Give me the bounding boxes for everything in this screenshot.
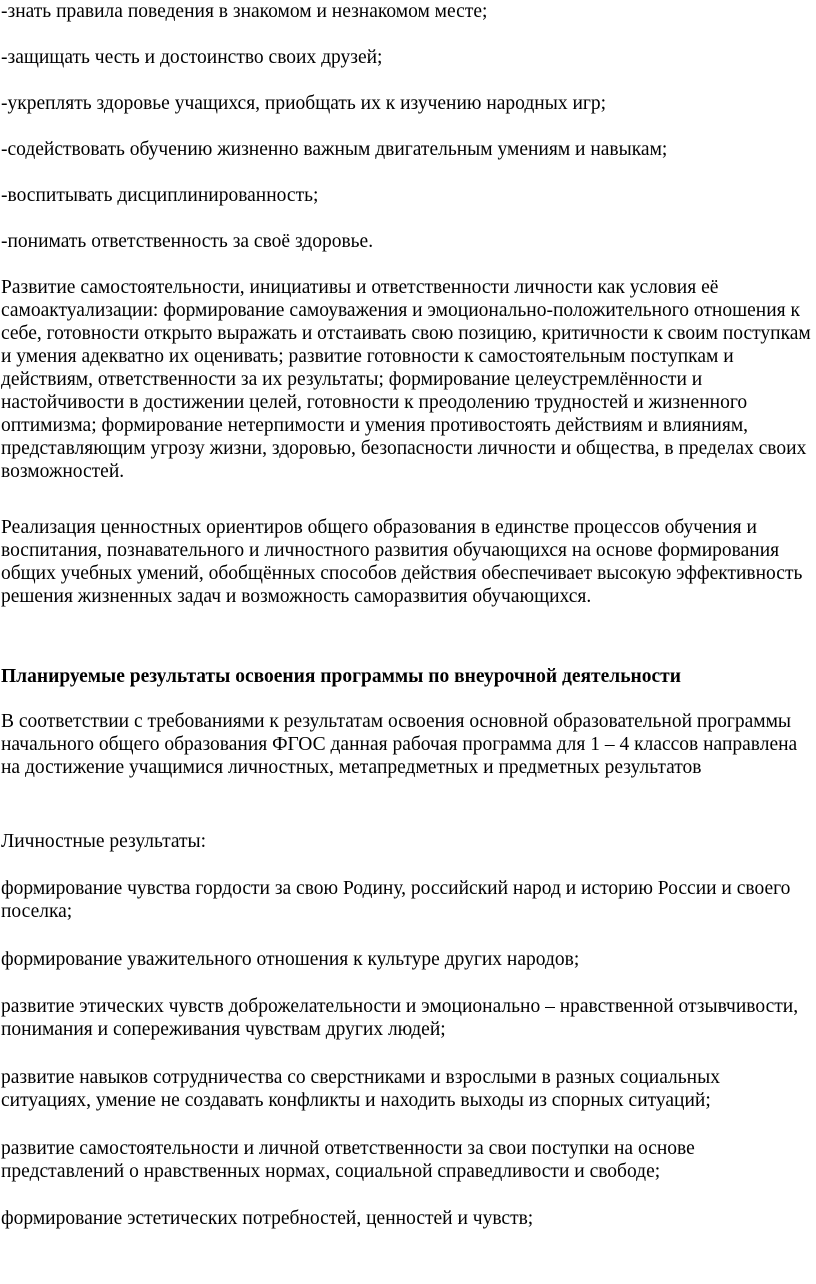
values-paragraph: Реализация ценностных ориентиров общего образования в единстве процессов обучения и воспитания, познавательного и личностного развития обучающихся на основе формирования общих учебных умений, обобщённых способов действия обеспечивает высокую эффективность решения жизненных задач и возможность саморазвития обучающихся. bbox=[1, 517, 803, 607]
goal-line: -защищать честь и достоинство своих друзей; bbox=[1, 47, 383, 68]
personal-result-item: развитие самостоятельности и личной ответственности за свои поступки на основе представлений о нравственных нормах, социальной справедливости и свободе; bbox=[1, 1138, 695, 1182]
personal-results-label: Личностные результаты: bbox=[1, 831, 207, 852]
personal-result-item: формирование уважительного отношения к культуре других народов; bbox=[1, 949, 580, 970]
goal-line: -укреплять здоровье учащихся, приобщать их к изучению народных игр; bbox=[1, 93, 607, 114]
personal-result-item: формирование чувства гордости за свою Родину, российский народ и историю России и своего поселка; bbox=[1, 878, 791, 922]
goal-line: -понимать ответственность за своё здоровье. bbox=[1, 231, 374, 252]
personal-result-item: развитие навыков сотрудничества со сверстниками и взрослыми в разных социальных ситуациях, умение не создавать конфликты и находить выходы из спорных ситуаций; bbox=[1, 1067, 720, 1111]
goal-line: -воспитывать дисциплинированность; bbox=[1, 185, 319, 206]
goal-line: -содействовать обучению жизненно важным двигательным умениям и навыкам; bbox=[1, 139, 668, 160]
self-development-paragraph: Развитие самостоятельности, инициативы и ответственности личности как условия её самоактуализации: формирование самоуважения и эмоционально-положительного отношения к себе, готовности открыто выражать и отстаивать свою позицию, критичности к своим поступкам и умения адекватно их оценивать; развитие готовности к самостоятельным поступкам и действиям, ответственности за их результаты; формирование целеустремлённости и настойчивости в достижении целей, готовности к преодолению трудностей и жизненного оптимизма; формирование нетерпимости и умения противостоять действиям и влияниям, представляющим угрозу жизни, здоровью, безопасности личности и общества, в пределах своих возможностей. bbox=[1, 277, 811, 482]
fgos-paragraph: В соответствии с требованиями к результатам освоения основной образовательной программы начального общего образования ФГОС данная рабочая программа для 1 – 4 классов направлена на достижение учащимися личностных, метапредметных и предметных результатов bbox=[1, 711, 798, 778]
goal-line: -знать правила поведения в знакомом и незнакомом месте; bbox=[1, 1, 488, 22]
personal-result-item: развитие этических чувств доброжелательности и эмоционально – нравственной отзывчивости, понимания и сопереживания чувствам других людей; bbox=[1, 996, 799, 1040]
results-heading: Планируемые результаты освоения программы по внеурочной деятельности bbox=[1, 666, 681, 687]
personal-result-item: формирование эстетических потребностей, ценностей и чувств; bbox=[1, 1208, 534, 1229]
